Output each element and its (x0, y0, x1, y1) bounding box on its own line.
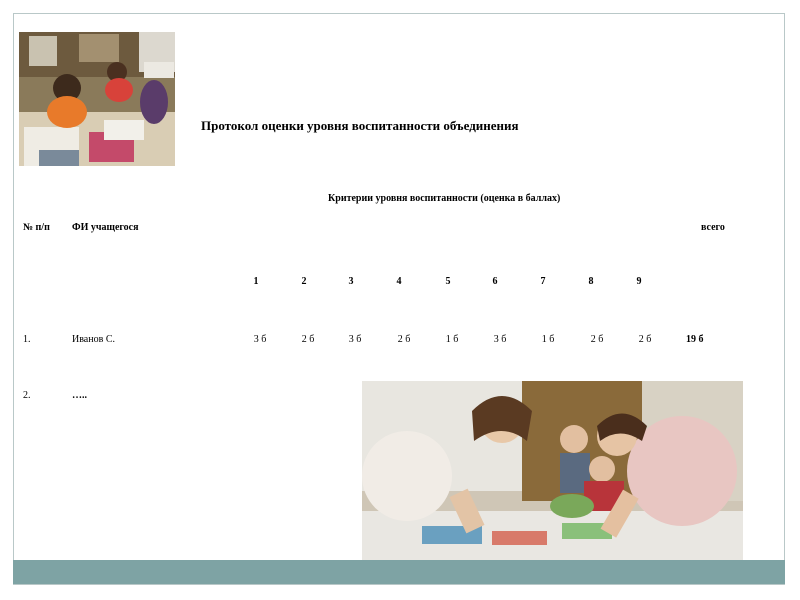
criterion-number: 7 (540, 276, 546, 287)
student-name: ….. (72, 390, 87, 401)
criterion-number: 2 (301, 276, 307, 287)
score-cell: 3 б (348, 334, 362, 345)
criterion-number: 8 (588, 276, 594, 287)
criterion-number: 9 (636, 276, 642, 287)
criterion-number: 4 (396, 276, 402, 287)
criterion-number: 1 (253, 276, 259, 287)
column-header-total: всего (701, 222, 725, 233)
score-cell: 2 б (301, 334, 315, 345)
children-at-desk-photo (19, 32, 175, 166)
score-cell: 1 б (445, 334, 459, 345)
score-cell: 3 б (253, 334, 267, 345)
criterion-number: 6 (492, 276, 498, 287)
footer-accent-bar (13, 560, 785, 584)
row-number: 2. (23, 390, 31, 401)
criterion-number: 3 (348, 276, 354, 287)
column-header-name: ФИ учащегося (72, 222, 139, 233)
total-cell: 19 б (686, 334, 704, 345)
criterion-number: 5 (445, 276, 451, 287)
score-cell: 3 б (493, 334, 507, 345)
row-number: 1. (23, 334, 31, 345)
column-header-num: № п/п (23, 222, 50, 233)
score-cell: 2 б (638, 334, 652, 345)
score-cell: 2 б (590, 334, 604, 345)
student-name: Иванов С. (72, 334, 115, 345)
score-cell: 1 б (541, 334, 555, 345)
page-title: Протокол оценки уровня воспитанности объединения (201, 118, 519, 133)
group-work-photo (362, 381, 743, 561)
score-cell: 2 б (397, 334, 411, 345)
criteria-header: Критерии уровня воспитанности (оценка в баллах) (328, 193, 561, 204)
